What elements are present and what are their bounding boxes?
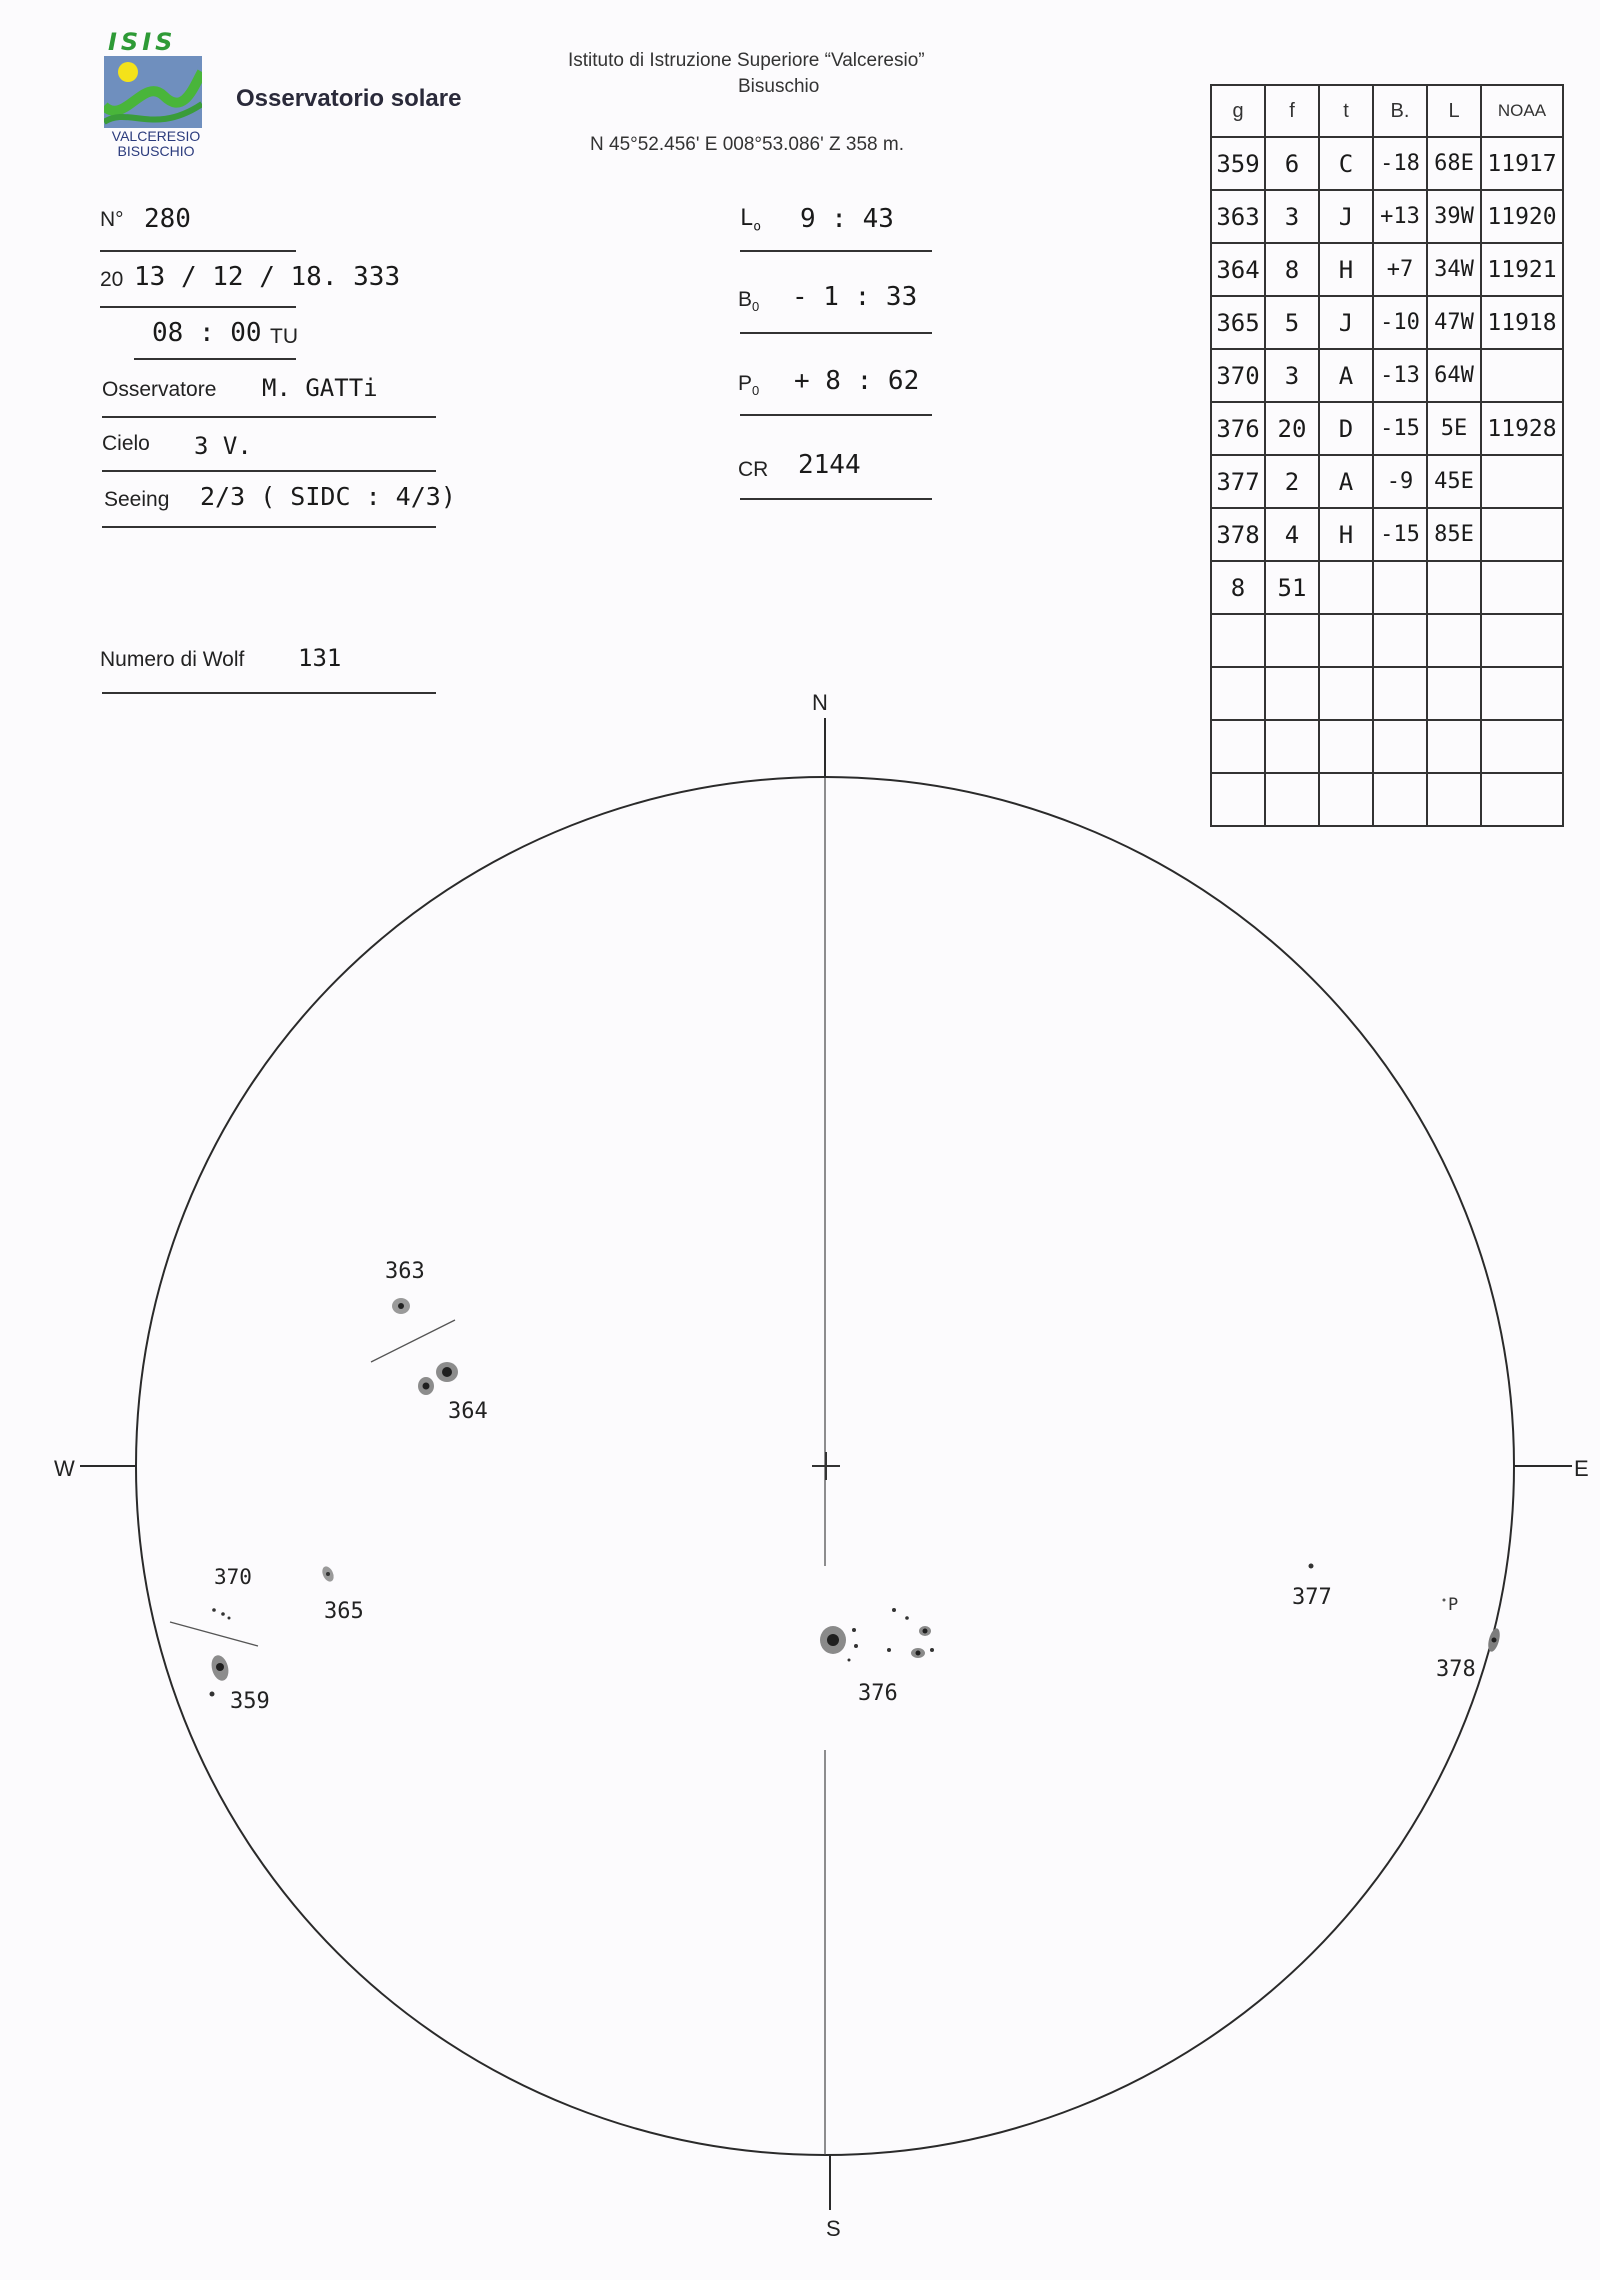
l0-value: 9 : 43 xyxy=(800,204,894,234)
compass-north: N xyxy=(812,690,828,715)
cell-f: 51 xyxy=(1265,561,1319,614)
cell-t: A xyxy=(1319,455,1373,508)
sunspot-378-umbra xyxy=(1492,1638,1497,1643)
sunspot-377 xyxy=(1309,1564,1314,1569)
cell-t: A xyxy=(1319,349,1373,402)
seeing-label: Seeing xyxy=(104,488,170,511)
cell-b: -15 xyxy=(1373,508,1427,561)
cell-f: 4 xyxy=(1265,508,1319,561)
cell-noaa: 11918 xyxy=(1481,296,1563,349)
compass-east: E xyxy=(1574,1456,1589,1481)
group-label-364: 364 xyxy=(448,1399,488,1424)
number-label: N° xyxy=(100,208,124,231)
group-label-376: 376 xyxy=(858,1681,898,1706)
cell-b: -15 xyxy=(1373,402,1427,455)
cell-t: D xyxy=(1319,402,1373,455)
cell-f: 3 xyxy=(1265,349,1319,402)
cell-l: 68E xyxy=(1427,137,1481,190)
sunspot-376-spot-3 xyxy=(848,1659,851,1662)
sunspot-363-umbra xyxy=(398,1303,404,1309)
col-header-b: B. xyxy=(1373,85,1427,137)
cr-label: CR xyxy=(738,458,769,481)
cell-t: J xyxy=(1319,190,1373,243)
cell-b: -10 xyxy=(1373,296,1427,349)
cell-g: 364 xyxy=(1211,243,1265,296)
b0-value: - 1 : 33 xyxy=(792,282,918,312)
sunspot-365-umbra xyxy=(326,1572,330,1576)
wolf-value: 131 xyxy=(298,644,342,672)
cell-f: 6 xyxy=(1265,137,1319,190)
institute-name: Istituto di Istruzione Superiore “Valceresio” xyxy=(568,50,925,71)
cell-f: 3 xyxy=(1265,190,1319,243)
date-value: 13 / 12 / 18. 333 xyxy=(134,262,401,292)
cell-b: -13 xyxy=(1373,349,1427,402)
cell-b: -18 xyxy=(1373,137,1427,190)
col-header-t: t xyxy=(1319,85,1373,137)
cell-g: 370 xyxy=(1211,349,1265,402)
time-unit: TU xyxy=(270,325,298,348)
col-header-f: f xyxy=(1265,85,1319,137)
cell-l: 39W xyxy=(1427,190,1481,243)
cell-l: 45E xyxy=(1427,455,1481,508)
institute-town: Bisuschio xyxy=(738,76,820,97)
cell-b: +13 xyxy=(1373,190,1427,243)
sunspot-376-spot-6 xyxy=(887,1648,891,1652)
cell-g: 376 xyxy=(1211,402,1265,455)
sky-label: Cielo xyxy=(102,432,150,455)
cell-noaa: 11920 xyxy=(1481,190,1563,243)
sunspot-376-spot-5 xyxy=(905,1616,909,1620)
b0-label: $B_0$ xyxy=(738,288,760,315)
cell-l: 85E xyxy=(1427,508,1481,561)
sunspot-376-follower-a-umbra xyxy=(923,1629,928,1634)
group-label-359: 359 xyxy=(230,1689,270,1714)
cell-t: H xyxy=(1319,243,1373,296)
cell-noaa: 11917 xyxy=(1481,137,1563,190)
sunspot-359-follower xyxy=(210,1692,215,1697)
col-header-g: g xyxy=(1211,85,1265,137)
cell-l: 34W xyxy=(1427,243,1481,296)
sunspot-359-umbra xyxy=(216,1663,224,1671)
sunspot-376-spot-1 xyxy=(852,1628,856,1632)
p0-label: $P_0$ xyxy=(738,372,760,399)
sunspot-376-spot-7 xyxy=(930,1648,934,1652)
faculae-dot xyxy=(1443,1599,1446,1602)
col-header-noaa: NOAA xyxy=(1481,85,1563,137)
page-title: Osservatorio solare xyxy=(236,85,462,112)
observatory-coordinates: N 45°52.456' E 008°53.086' Z 358 m. xyxy=(590,134,904,155)
cell-g: 8 xyxy=(1211,561,1265,614)
compass-west: W xyxy=(54,1456,75,1481)
cell-g: 365 xyxy=(1211,296,1265,349)
cell-l: 47W xyxy=(1427,296,1481,349)
p0-value: + 8 : 62 xyxy=(794,366,920,396)
cell-f: 20 xyxy=(1265,402,1319,455)
group-label-378: 378 xyxy=(1436,1657,1476,1682)
number-value: 280 xyxy=(144,204,191,234)
cell-g: 378 xyxy=(1211,508,1265,561)
cell-t: J xyxy=(1319,296,1373,349)
group-label-365: 365 xyxy=(324,1599,364,1624)
sunspot-364-b-umbra xyxy=(423,1383,430,1390)
time-value: 08 : 00 xyxy=(152,318,262,348)
sunspot-370-b xyxy=(221,1612,225,1616)
date-prefix: 20 xyxy=(100,268,124,291)
cell-g: 359 xyxy=(1211,137,1265,190)
group-363-364-divider xyxy=(371,1320,455,1362)
seeing-value: 2/3 ( SIDC : 4/3) xyxy=(200,482,456,511)
cell-f: 8 xyxy=(1265,243,1319,296)
sunspot-376-spot-2 xyxy=(854,1644,858,1648)
sky-value: 3 V. xyxy=(194,432,252,460)
cell-b: -9 xyxy=(1373,455,1427,508)
sunspot-364-a-umbra xyxy=(442,1367,452,1377)
wolf-label: Numero di Wolf xyxy=(100,648,245,671)
col-header-l: L xyxy=(1427,85,1481,137)
cell-f: 2 xyxy=(1265,455,1319,508)
compass-south: S xyxy=(826,2216,841,2241)
cell-noaa: 11921 xyxy=(1481,243,1563,296)
cell-t: H xyxy=(1319,508,1373,561)
sunspot-370-c xyxy=(228,1617,231,1620)
l0-label: $L_o$ xyxy=(740,206,762,235)
cell-b: +7 xyxy=(1373,243,1427,296)
faculae-p-mark: P xyxy=(1448,1595,1459,1615)
cell-f: 5 xyxy=(1265,296,1319,349)
cell-t: C xyxy=(1319,137,1373,190)
cell-g: 363 xyxy=(1211,190,1265,243)
observer-value: M. GATTi xyxy=(262,374,378,402)
cell-l: 64W xyxy=(1427,349,1481,402)
sunspot-370-a xyxy=(212,1608,216,1612)
logo-caption-2: BISUSCHIO xyxy=(117,143,195,159)
cell-g: 377 xyxy=(1211,455,1265,508)
logo-text: ISIS xyxy=(108,28,177,56)
sunspot-376-leader-umbra xyxy=(827,1634,839,1646)
cr-value: 2144 xyxy=(798,450,861,480)
group-label-363: 363 xyxy=(385,1259,425,1284)
logo-caption-1: VALCERESIO xyxy=(111,128,201,144)
sunspot-376-follower-b-umbra xyxy=(916,1651,921,1656)
group-370-359-divider xyxy=(170,1622,258,1646)
cell-l: 5E xyxy=(1427,402,1481,455)
sunspot-376-spot-4 xyxy=(892,1608,896,1612)
observer-label: Osservatore xyxy=(102,378,217,401)
group-label-370: 370 xyxy=(214,1565,252,1589)
group-label-377: 377 xyxy=(1292,1585,1332,1610)
cell-noaa: 11928 xyxy=(1481,402,1563,455)
